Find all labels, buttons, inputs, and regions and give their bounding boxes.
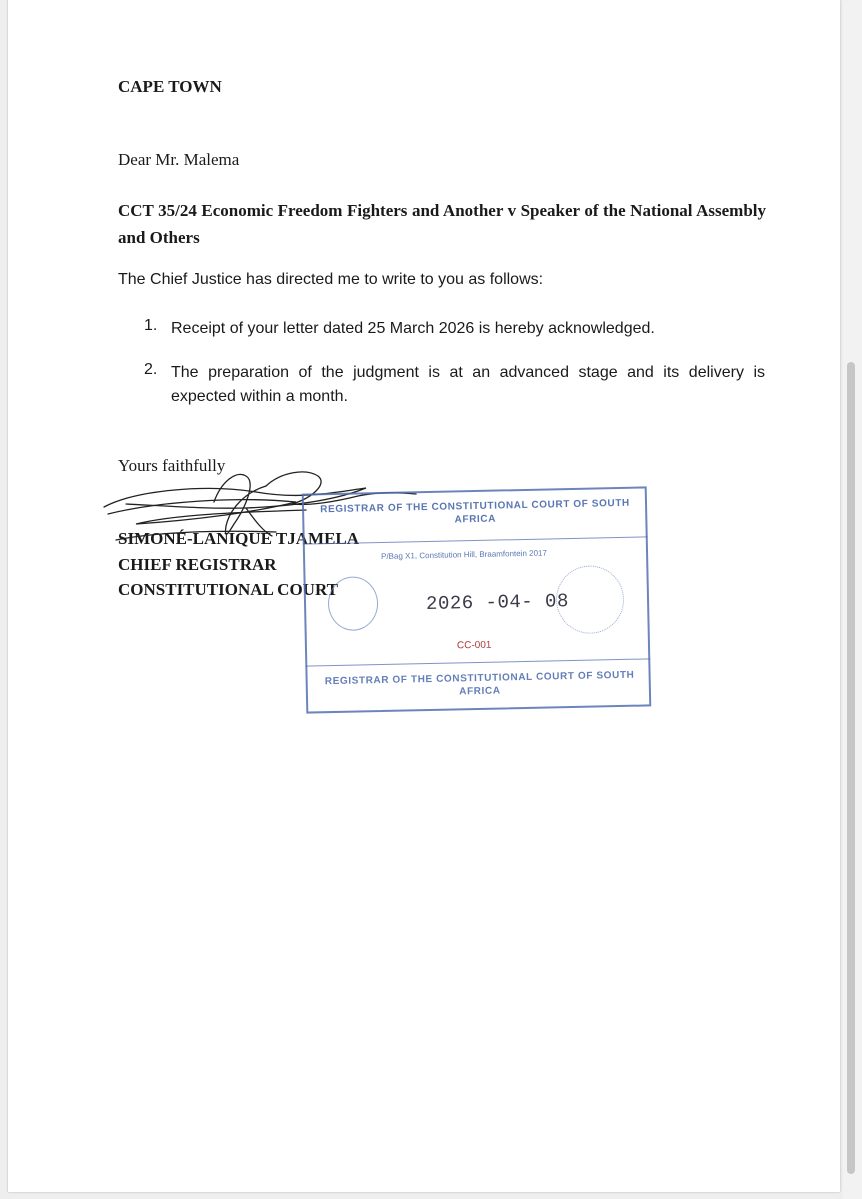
registrar-stamp: [302, 486, 652, 713]
case-reference: CCT 35/24 Economic Freedom Fighters and Another v Speaker of the National Assembly and Others: [118, 201, 766, 247]
salutation: Dear Mr. Malema: [118, 150, 240, 169]
stamp-code: CC-001: [456, 639, 492, 652]
stamp-header: REGISTRAR OF THE CONSTITUTIONAL COURT OF SOUTH AFRICA: [320, 497, 630, 526]
item-text: Receipt of your letter dated 25 March 2026 is hereby acknowledged.: [171, 320, 655, 337]
intro-text: The Chief Justice has directed me to write to you as follows:: [118, 271, 544, 288]
item-number: 1.: [144, 317, 158, 334]
closing: Yours faithfully: [118, 456, 226, 475]
scrollbar-thumb[interactable]: [847, 362, 855, 1174]
stamp-footer: REGISTRAR OF THE CONSTITUTIONAL COURT OF SOUTH AFRICA: [324, 669, 635, 698]
signatory-name: SIMONÉ-LANIQUE TJAMELA: [118, 529, 360, 548]
signatory-title: CHIEF REGISTRAR: [118, 555, 277, 574]
city-heading: CAPE TOWN: [118, 77, 222, 96]
stamp-date: 2026 -04- 08: [425, 590, 570, 616]
stamp-address: P/Bag X1, Constitution Hill, Braamfontein 2017: [380, 548, 548, 561]
letter-page: [8, 0, 840, 1192]
signatory-office: CONSTITUTIONAL COURT: [118, 580, 338, 599]
item-number: 2.: [144, 361, 158, 378]
item-text: The preparation of the judgment is at an advanced stage and its delivery is expected within a month.: [171, 364, 765, 405]
